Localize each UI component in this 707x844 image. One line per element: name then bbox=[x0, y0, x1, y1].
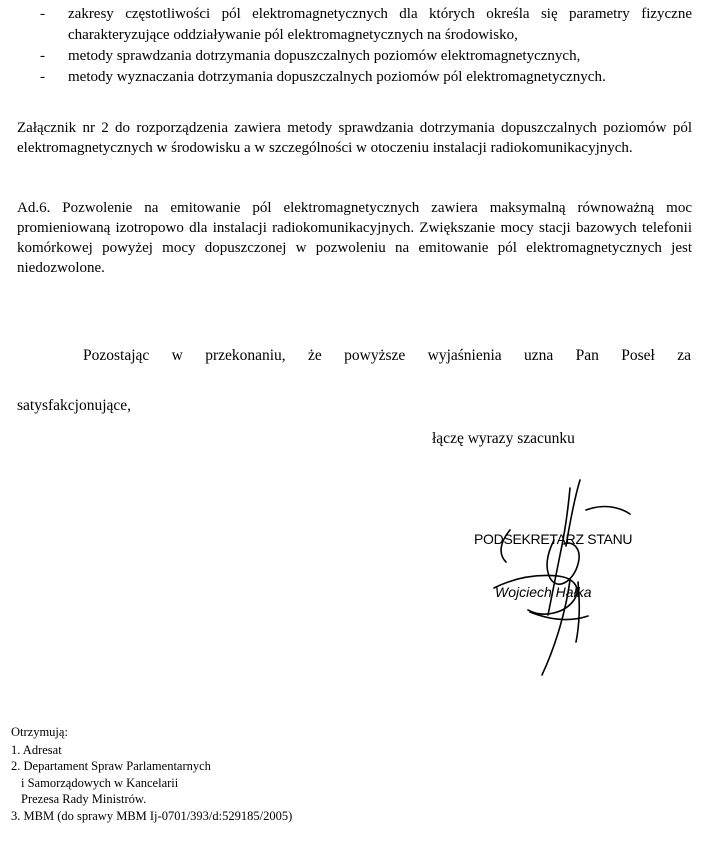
recipients-block bbox=[11, 724, 292, 824]
recipient-item: 3. MBM (do sprawy MBM Ij-0701/393/d:529185/2005) bbox=[11, 808, 293, 823]
handwritten-signature bbox=[470, 470, 660, 685]
regards-line: łączę wyrazy szacunku bbox=[432, 430, 575, 447]
signatory-title-stamp: PODSEKRETARZ STANU bbox=[474, 531, 633, 547]
list-item bbox=[40, 46, 692, 67]
recipient-item-continuation: i Samorządowych w Kancelarii bbox=[21, 775, 179, 790]
ad6-paragraph: Ad.6. Pozwolenie na emitowanie pól elektromagnetycznych zawiera maksymalną równoważną moc promieniowaną izotropowo dla instalacji radiokomunikacyjnych. Zwiększanie mocy stacji bazowych telefonii komórkowej powyżej mocy dopuszczonej w pozwoleniu na emitowanie pól elektromagnetycznych jest niedozwolone. bbox=[17, 200, 692, 276]
method-list bbox=[40, 4, 692, 88]
bullet-marker: - bbox=[40, 69, 45, 85]
list-item bbox=[40, 67, 692, 88]
annex-paragraph: Załącznik nr 2 do rozporządzenia zawiera metody sprawdzania dotrzymania dopuszczalnych poziomów pól elektromagnetycznych w środowisku a w szczególności w otoczeniu instalacji radiokomunikacyjnych. bbox=[17, 120, 692, 156]
recipient-item-continuation: Prezesa Rady Ministrów. bbox=[21, 792, 147, 806]
bullet-marker: - bbox=[40, 6, 45, 22]
recipients-heading: Otrzymują: bbox=[11, 725, 68, 739]
list-item-text: metody sprawdzania dotrzymania dopuszczalnych poziomów elektromagnetycznych, bbox=[68, 48, 581, 64]
closing-sentence: Pozostając w przekonaniu, że powyższe wyjaśnienia uzna Pan Poseł za bbox=[83, 347, 691, 364]
bullet-marker: - bbox=[40, 48, 45, 64]
recipient-item: 2. Departament Spraw Parlamentarnych bbox=[11, 759, 211, 773]
list-item bbox=[40, 4, 692, 46]
recipient-item: 1. Adresat bbox=[11, 742, 62, 757]
list-item-text: metody wyznaczania dotrzymania dopuszczalnych poziomów pól elektromagnetycznych. bbox=[68, 69, 606, 85]
list-item-text: zakresy częstotliwości pól elektromagnetycznych dla których określa się parametry fizyczne charakteryzujące oddziaływanie pól elektromagnetycznych na środowisko, bbox=[68, 6, 692, 43]
closing-sentence-end: satysfakcjonujące, bbox=[17, 397, 132, 414]
signatory-name-stamp: Wojciech Hałka bbox=[495, 584, 592, 600]
